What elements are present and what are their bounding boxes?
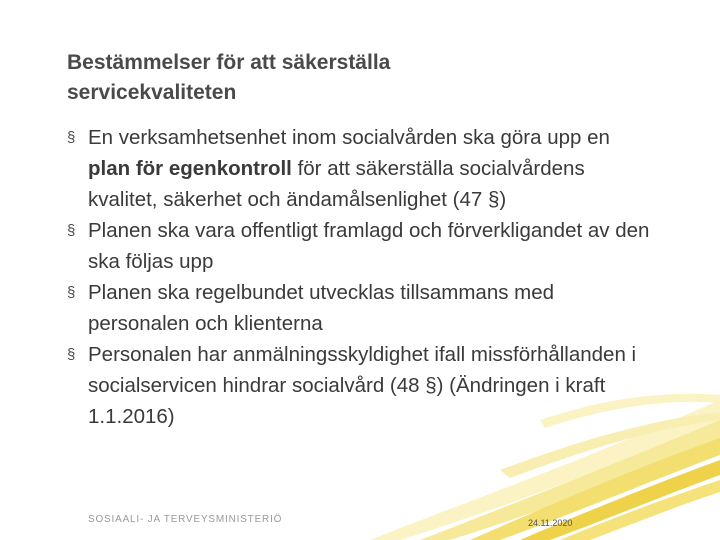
bullet-text-bold: plan för egenkontroll	[88, 157, 292, 180]
slide-title-line-2: servicekvaliteten	[67, 81, 237, 104]
slide-title-line-1: Bestämmelser för att säkerställa	[67, 51, 391, 74]
bullet-text: Personalen har anmälningsskyldighet ifall missförhållanden i socialservicen hindrar socialvård (48 §) (Ändringen i kraft 1.1.2016)	[88, 343, 637, 428]
bullet-item	[67, 339, 657, 432]
footer-date: 24.11.2020	[528, 518, 573, 528]
bullet-marker-icon: §	[67, 346, 76, 363]
bullet-text: Planen ska regelbundet utvecklas tillsammans med personalen och klienterna	[88, 281, 555, 335]
bullet-item	[67, 215, 657, 277]
bullet-text: Planen ska vara offentligt framlagd och förverkligandet av den ska följas upp	[88, 219, 650, 273]
bullet-marker-icon: §	[67, 129, 76, 146]
bullet-text: En verksamhetsenhet inom socialvården ska göra upp en	[88, 126, 610, 149]
bullet-item	[67, 277, 657, 339]
bullet-marker-icon: §	[67, 222, 76, 239]
bullet-item	[67, 122, 657, 215]
slide-title	[67, 48, 647, 108]
bullet-text: för att säkerställa socialvårdens kvalitet, säkerhet och ändamålsenlighet (47 §)	[88, 157, 585, 211]
bullet-marker-icon: §	[67, 284, 76, 301]
bullet-list	[67, 122, 657, 432]
footer-organization: SOSIAALI- JA TERVEYSMINISTERIÖ	[88, 514, 283, 525]
